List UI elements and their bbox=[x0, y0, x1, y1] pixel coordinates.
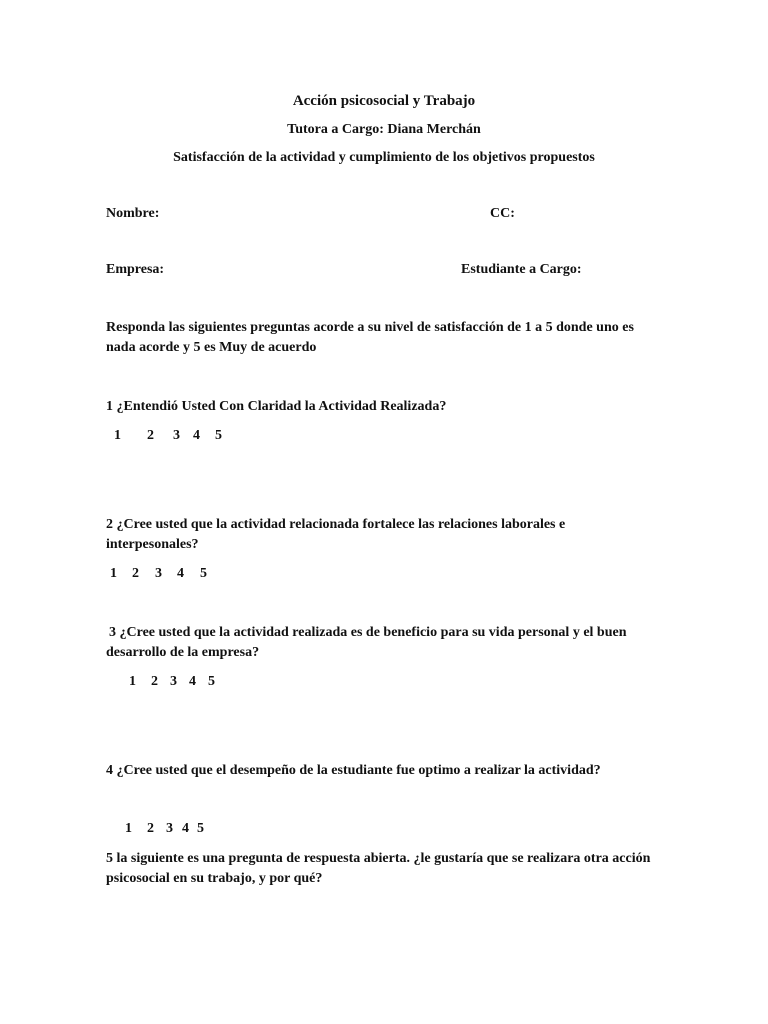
rating-scale-4 bbox=[0, 819, 768, 839]
tutor-line: Tutora a Cargo: Diana Merchán bbox=[287, 122, 481, 137]
rating-option: 5 bbox=[208, 674, 215, 689]
question-1: 1 ¿Entendió Usted Con Claridad la Actividad Realizada? bbox=[106, 399, 447, 414]
rating-option: 1 bbox=[114, 428, 121, 443]
rating-option: 1 bbox=[129, 674, 136, 689]
rating-option: 5 bbox=[197, 821, 204, 836]
empresa-label: Empresa: bbox=[106, 262, 165, 277]
cc-label: CC: bbox=[490, 206, 515, 221]
document-title: Acción psicosocial y Trabajo bbox=[292, 93, 476, 109]
rating-option: 5 bbox=[215, 428, 222, 443]
rating-option: 4 bbox=[177, 566, 184, 581]
rating-option: 3 bbox=[166, 821, 173, 836]
rating-option: 3 bbox=[170, 674, 177, 689]
rating-option: 2 bbox=[147, 821, 154, 836]
rating-option: 3 bbox=[155, 566, 162, 581]
question-3: 3 ¿Cree usted que la actividad realizada es de beneficio para su vida personal y el buen desarrollo de la empresa? bbox=[106, 625, 627, 660]
estudiante-label: Estudiante a Cargo: bbox=[461, 262, 582, 277]
question-4: 4 ¿Cree usted que el desempeño de la estudiante fue optimo a realizar la actividad? bbox=[106, 763, 601, 778]
document-subtitle: Satisfacción de la actividad y cumplimiento de los objetivos propuestos bbox=[173, 150, 595, 165]
rating-scale-1 bbox=[0, 426, 768, 446]
rating-option: 5 bbox=[200, 566, 207, 581]
rating-option: 2 bbox=[147, 428, 154, 443]
rating-option: 1 bbox=[125, 821, 132, 836]
rating-option: 4 bbox=[189, 674, 196, 689]
nombre-label: Nombre: bbox=[106, 206, 160, 221]
rating-option: 3 bbox=[173, 428, 180, 443]
rating-option: 1 bbox=[110, 566, 117, 581]
question-5: 5 la siguiente es una pregunta de respuesta abierta. ¿le gustaría que se realizara otra acción psicosocial en su trabajo, y por qué? bbox=[106, 851, 651, 886]
question-2: 2 ¿Cree usted que la actividad relacionada fortalece las relaciones laborales e interpesonales? bbox=[106, 517, 566, 552]
rating-option: 2 bbox=[151, 674, 158, 689]
rating-scale-3 bbox=[0, 672, 768, 692]
rating-option: 4 bbox=[182, 821, 189, 836]
rating-scale-2 bbox=[0, 564, 768, 584]
rating-option: 2 bbox=[132, 566, 139, 581]
instructions: Responda las siguientes preguntas acorde a su nivel de satisfacción de 1 a 5 donde uno es nada acorde y 5 es Muy de acuerdo bbox=[106, 320, 634, 355]
rating-option: 4 bbox=[193, 428, 200, 443]
